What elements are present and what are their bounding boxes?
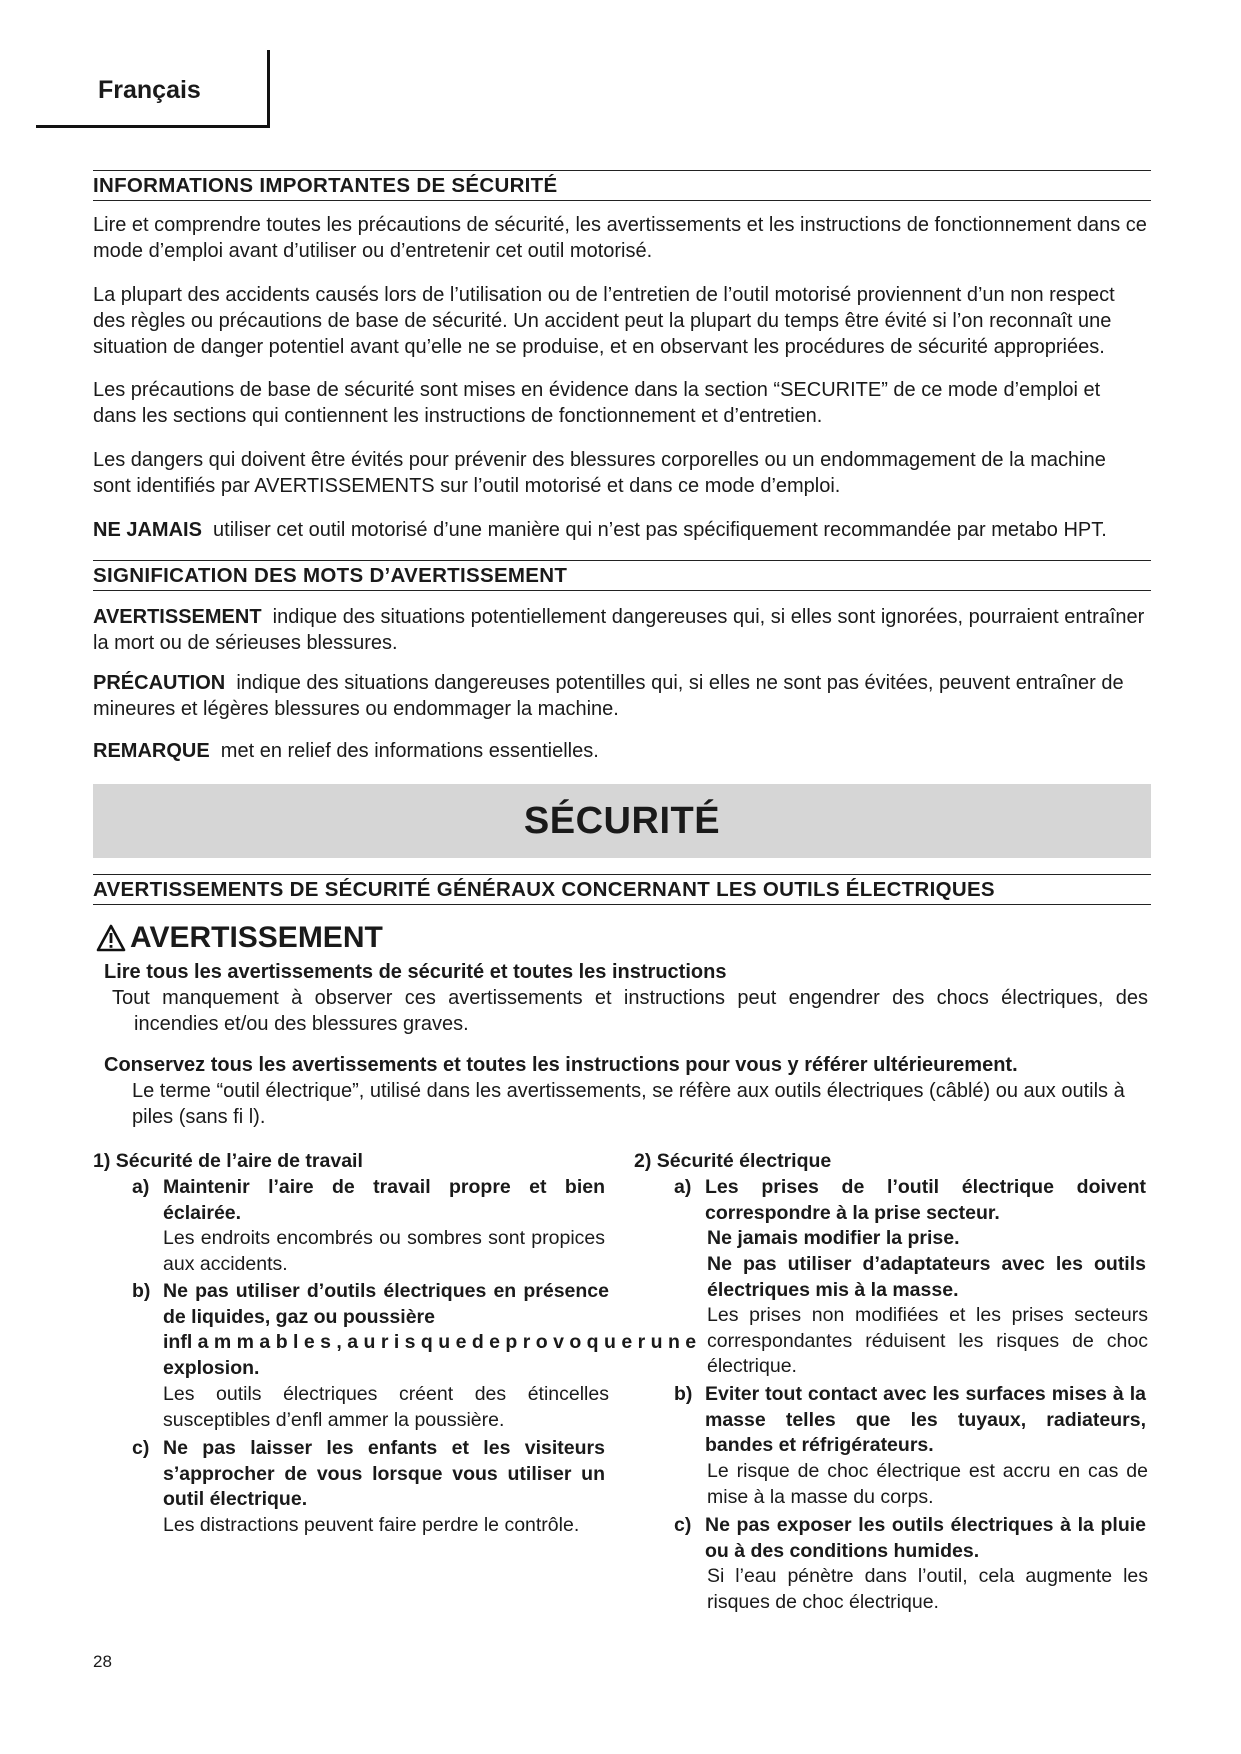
note-keyword: REMARQUE bbox=[93, 740, 210, 762]
work-area-heading: 1) Sécurité de l’aire de travail bbox=[93, 1150, 363, 1172]
read-text: Tout manquement à observer ces avertissements et instructions peut engendrer des chocs électriques, des incendies et/ou des blessures graves. bbox=[112, 987, 1148, 1035]
paragraph-basic-precautions: Les précautions de base de sécurité sont mises en évidence dans la section “SECURITE” de ce mode d’emploi et dans les sections qui contiennent les instructions de fonctionnement et d’entretien. bbox=[93, 379, 1101, 427]
right-a-label: a) bbox=[674, 1176, 692, 1198]
left-c-bold: Ne pas laisser les enfants et les visiteurs s’approcher de vous lorsque vous utiliser un outil électrique. bbox=[163, 1437, 605, 1510]
paragraph-never bbox=[93, 517, 1148, 543]
paragraph-accidents: La plupart des accidents causés lors de l’utilisation ou de l’entretien de l’outil motorisé proviennent d’un non respect des règles ou précautions de base de sécurité. Un accident peut la plupart du temps être évité si l’on reconnaît une situation de danger potentiel avant qu’elle ne se produise, et en observant les procédures de sécurité appropriées. bbox=[93, 284, 1115, 358]
left-b-text: Les outils électriques créent des étincelles susceptibles d’enfl ammer la poussière. bbox=[163, 1383, 609, 1431]
read-all-warnings-heading: Lire tous les avertissements de sécurité et toutes les instructions bbox=[104, 961, 727, 983]
right-a-bold-3: Ne pas utiliser d’adaptateurs avec les outils électriques mis à la masse. bbox=[707, 1253, 1146, 1301]
right-c-label: c) bbox=[674, 1514, 692, 1536]
language-tab bbox=[36, 50, 270, 128]
section-heading-important-info: INFORMATIONS IMPORTANTES DE SÉCURITÉ bbox=[93, 170, 1151, 201]
right-a-bold-1: Les prises de l’outil électrique doivent correspondre à la prise secteur. bbox=[705, 1176, 1146, 1224]
paragraph-read-understand: Lire et comprendre toutes les précautions de sécurité, les avertissements et les instructions de fonctionnement dans ce mode d’emploi avant d’utiliser ou d’entretenir cet outil motorisé. bbox=[93, 214, 1147, 262]
warning-label: AVERTISSEMENT bbox=[130, 921, 383, 954]
left-a-text: Les endroits encombrés ou sombres sont propices aux accidents. bbox=[163, 1227, 605, 1275]
keep-warnings-heading: Conservez tous les avertissements et toutes les instructions pour vous y référer ultérieurement. bbox=[104, 1054, 1018, 1076]
never-text: utiliser cet outil motorisé d’une manière qui n’est pas spécifiquement recommandée par metabo HPT. bbox=[213, 519, 1107, 541]
warning-title bbox=[96, 921, 383, 955]
paragraph-dangers: Les dangers qui doivent être évités pour prévenir des blessures corporelles ou un endommagement de la machine sont identifiés par AVERTISSEMENTS sur l’outil motorisé et dans ce mode d’emploi. bbox=[93, 449, 1106, 497]
right-c-bold: Ne pas exposer les outils électriques à la pluie ou à des conditions humides. bbox=[705, 1514, 1146, 1562]
keep-warnings-text: Le terme “outil électrique”, utilisé dans les avertissements, se réfère aux outils électriques (câblé) ou aux outils à piles (sans fi l). bbox=[132, 1080, 1125, 1128]
section-heading-general-warnings: AVERTISSEMENTS DE SÉCURITÉ GÉNÉRAUX CONCERNANT LES OUTILS ÉLECTRIQUES bbox=[93, 874, 1151, 905]
left-c-label: c) bbox=[132, 1437, 150, 1459]
paragraph-caution-meaning bbox=[93, 670, 1148, 722]
left-b-label: b) bbox=[132, 1280, 151, 1302]
left-c-text: Les distractions peuvent faire perdre le contrôle. bbox=[163, 1514, 580, 1536]
warning-triangle-icon bbox=[96, 924, 126, 952]
safety-banner bbox=[93, 784, 1151, 858]
warning-keyword: AVERTISSEMENT bbox=[93, 606, 262, 628]
left-a-bold: Maintenir l’aire de travail propre et bien éclairée. bbox=[163, 1176, 605, 1224]
right-b-label: b) bbox=[674, 1383, 693, 1405]
caution-keyword: PRÉCAUTION bbox=[93, 672, 226, 694]
electrical-safety-heading: 2) Sécurité électrique bbox=[634, 1150, 832, 1172]
left-b-bold-2: infl a m m a b l e s , a u r i s q u e d e p r o v o q u e r u n e bbox=[163, 1331, 697, 1353]
paragraph-warning-meaning bbox=[93, 604, 1148, 656]
note-meaning-text: met en relief des informations essentielles. bbox=[220, 740, 599, 762]
never-keyword: NE JAMAIS bbox=[93, 519, 202, 541]
left-a-label: a) bbox=[132, 1176, 150, 1198]
paragraph-note-meaning bbox=[93, 738, 1148, 764]
page-number: 28 bbox=[93, 1652, 112, 1671]
right-b-text: Le risque de choc électrique est accru en cas de mise à la masse du corps. bbox=[707, 1460, 1148, 1508]
section-heading-signal-words: SIGNIFICATION DES MOTS D’AVERTISSEMENT bbox=[93, 560, 1151, 591]
read-all-warnings-text bbox=[112, 986, 1148, 1037]
right-a-text: Les prises non modifiées et les prises secteurs correspondantes réduisent les risques de choc électrique. bbox=[707, 1304, 1148, 1377]
left-b-bold-3: explosion. bbox=[163, 1357, 260, 1379]
left-b-bold-1: Ne pas utiliser d’outils électriques en présence de liquides, gaz ou poussière bbox=[163, 1280, 609, 1328]
caution-meaning-text: indique des situations dangereuses potentilles qui, si elles ne sont pas évitées, peuvent entraîner de mineures et légères blessures ou endommager la machine. bbox=[93, 672, 1124, 720]
language-label: Français bbox=[98, 76, 201, 104]
right-b-bold: Eviter tout contact avec les surfaces mises à la masse telles que les tuyaux, radiateurs, bandes et réfrigérateurs. bbox=[705, 1383, 1146, 1456]
safety-banner-title: SÉCURITÉ bbox=[523, 800, 721, 842]
right-c-text: Si l’eau pénètre dans l’outil, cela augmente les risques de choc électrique. bbox=[707, 1565, 1148, 1613]
right-a-bold-2: Ne jamais modifier la prise. bbox=[707, 1227, 960, 1249]
warning-meaning-text: indique des situations potentiellement dangereuses qui, si elles sont ignorées, pourraient entraîner la mort ou de sérieuses blessures. bbox=[93, 606, 1145, 654]
